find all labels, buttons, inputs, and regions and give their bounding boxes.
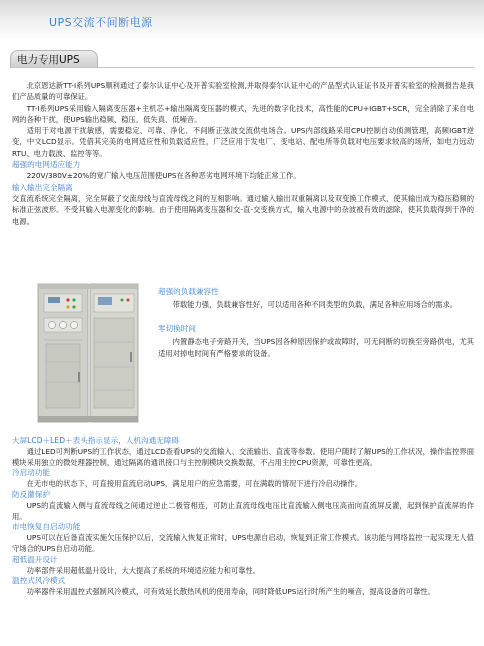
page-title: UPS交流不间断电源 <box>49 16 153 29</box>
section-badge: 电力专用UPS <box>10 50 98 68</box>
product-section <box>12 282 474 432</box>
intro-paragraph: 北京恩达新TT-I系列UPS顺利通过了泰尔认证中心及开普实验室检测,并取得泰尔认证中心的产品型式认证证书及开普实验室的检测报告是我们产品质量的可靠保证。 <box>12 81 474 102</box>
feature-title: 零切换时间 <box>158 324 196 333</box>
feature-title: 超低温升设计 <box>12 554 58 564</box>
feature-body: 功率器件采用温控式强制风冷模式，可有效延长散热风机的使用寿命，同时降低UPS运行时所产生的噪音，提高设备的可靠性。 <box>26 587 435 597</box>
feature-body: 通过LED可判断UPS的工作状态，通过LCD查看UPS的交流输入、交流输出、直流等参数。使用户随时了解UPS的工作状况，操作监控界面模块采用独立的微处理器控制，通过隔离的通讯接口与主控制模块交换数据，不占用主控CPU资源，可靠性更高。 <box>12 446 474 467</box>
feature-body: 内置静态电子旁路开关，当UPS因各种原因保护或故障时，可无间断的切换至旁路供电，尤其适用对掉电时间有严格要求的设备。 <box>158 336 474 358</box>
feature-title: 输入输出完全隔离 <box>12 182 73 192</box>
section-header <box>10 50 474 69</box>
feature-body: 带载能力强，负载兼容性好，可以适用各种不同类型的负载，满足各种应用场合的需求。 <box>172 299 458 309</box>
bottom-features <box>12 436 474 598</box>
feature-title: 大屏LCD＋LED＋表头指示显示，人机沟通无障碍 <box>12 436 179 445</box>
ups-cabinet-image <box>34 282 142 426</box>
feature-body: 220V/380V±20%的宽广输入电压范围使UPS在各种恶劣电网环境下均能正常工作。 <box>26 171 301 181</box>
feature-title: 超强的电网适应能力 <box>12 160 81 170</box>
feature-title: 超强的负载兼容性 <box>158 287 219 296</box>
feature-title: 市电恢复自启动功能 <box>12 522 81 532</box>
section-divider <box>10 67 474 68</box>
feature-body: 功率部件采用超低温升设计，大大提高了系统的环境适应能力和可靠性。 <box>26 565 261 575</box>
feature-body: 交直流系统完全隔离，完全屏蔽了交流母线与直流母线之间的互相影响。通过输入输出双重隔离以及双变换工作模式，使其输出成为稳压稳频的标准正弦波形。不受其输入电源变化的影响。由于使用隔离变压器和交-直-交变换方式，输入电源中的杂波被有效的滤除，使其负载得到干净的电源。 <box>12 193 474 226</box>
feature-title: 冷启动功能 <box>12 468 50 478</box>
feature-body: 在无市电的状态下，可直接用直流启动UPS，满足用户的应急需要，可在满载的情况下进行冷启动操作。 <box>26 479 363 489</box>
feature-body: UPS可以在后备直流实施欠压保护以后，交流输入恢复正常时，UPS电源自启动，恢复到正常工作模式。该功能与网络监控一起实现无人值守场合的UPS自启动功能。 <box>12 533 474 553</box>
side-features <box>158 286 474 361</box>
intro-section <box>12 80 474 227</box>
feature-title: 防反灌保护 <box>12 489 50 499</box>
intro-paragraph: TT-I系列UPS采用输入隔离变压器+主机芯+输出隔离变压器的模式，先进的数字化技术，高性能的CPU+IGBT+SCR，完全消除了来自电网的各种干扰，使UPS输出稳频、稳压，低失真、低噪音。 <box>12 103 474 124</box>
feature-title: 温控式风冷模式 <box>12 576 66 586</box>
header-bar <box>0 0 484 40</box>
intro-paragraph: 适用于对电源干扰敏感，需要稳定、可靠、净化、不间断正弦波交流供电场合。UPS内部线路采用CPU控制自动侦测管理，高频IGBT逆变，中文LCD显示。凭借其完美的电网适应性和负载适应性，广泛应用于发电厂、变电站、配电所等负载对电压要求较高的场所，如电力远动RTU、电力载波、监控等等。 <box>12 126 474 158</box>
feature-body: UPS的直流输入侧与直流母线之间通过逆止二极管相连，可防止直流母线电压比直流输入侧电压高而向直流屏反灌，起到保护直流屏的作用。 <box>12 500 474 521</box>
